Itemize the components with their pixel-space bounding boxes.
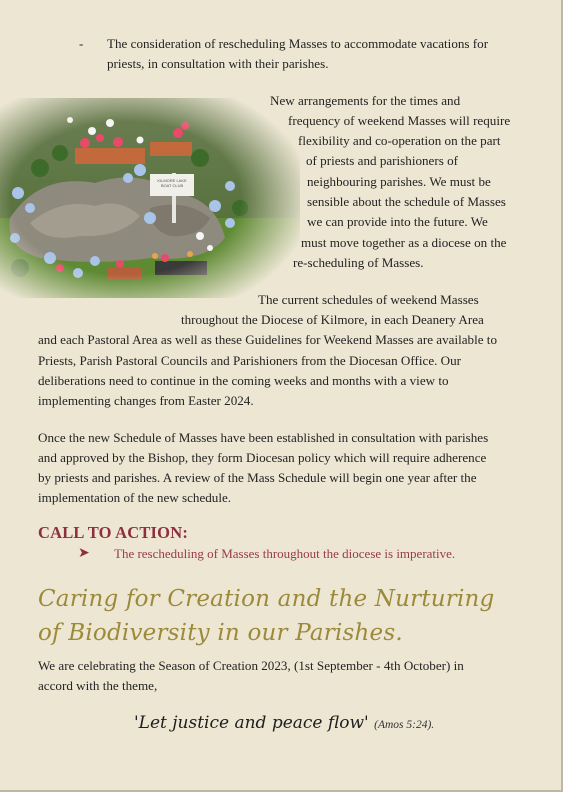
call-to-action-item: The rescheduling of Masses throughout the diocese is imperative.: [114, 546, 456, 561]
para2-line-5: deliberations need to continue in the coming weeks and months with a view to: [38, 373, 449, 388]
para1-line-3: flexibility and co-operation on the part: [298, 133, 501, 148]
bullet-dash: -: [79, 36, 84, 51]
para1-line-2: frequency of weekend Masses will require: [288, 113, 511, 128]
theme-quote-reference: (Amos 5:24).: [374, 719, 435, 731]
para2-line-4: Priests, Parish Pastoral Councils and Parishioners from the Diocesan Office. Our: [38, 353, 462, 368]
para3-line-3: by priests and parishes. A review of the Mass Schedule will begin one year after the: [38, 470, 477, 485]
grotto-flowers-photo: [0, 98, 300, 298]
para3-line-1: Once the new Schedule of Masses have been established in consultation with parishes: [38, 430, 489, 445]
section-title-line-1: Caring for Creation and the Nurturing: [38, 586, 495, 612]
para3-line-4: implementation of the new schedule.: [38, 490, 232, 505]
para1-line-4: of priests and parishioners of: [306, 153, 458, 168]
para1-line-9: re-scheduling of Masses.: [293, 255, 424, 270]
photo-sign-text: KILMORE LAKE BOAT CLUB: [157, 178, 187, 188]
section-body-line-1: We are celebrating the Season of Creation 2023, (1st September - 4th October) in: [38, 658, 464, 673]
para2-line-2: throughout the Diocese of Kilmore, in each Deanery Area: [181, 312, 484, 327]
para1-line-1: New arrangements for the times and: [270, 93, 461, 108]
para3-line-2: and approved by the Bishop, they form Diocesan policy which will require adherence: [38, 450, 487, 465]
para2-line-1: The current schedules of weekend Masses: [258, 292, 479, 307]
theme-quote: [134, 713, 434, 733]
para2-line-6: implementing changes from Easter 2024.: [38, 393, 254, 408]
para1-line-8: must move together as a diocese on the: [301, 235, 507, 250]
intro-bullet-line-2: priests, in consultation with their parishes.: [107, 56, 329, 71]
arrow-bullet-icon: ➤: [78, 546, 90, 561]
para2-line-3: and each Pastoral Area as well as these Guidelines for Weekend Masses are available to: [38, 332, 497, 347]
para1-line-7: we can provide into the future. We: [307, 214, 488, 229]
section-title-line-2: of Biodiversity in our Parishes.: [38, 620, 403, 646]
theme-quote-text: 'Let justice and peace flow': [134, 713, 369, 733]
section-body-line-2: accord with the theme,: [38, 678, 158, 693]
para1-line-6: sensible about the schedule of Masses: [307, 194, 506, 209]
intro-bullet-line-1: The consideration of rescheduling Masses to accommodate vacations for: [107, 36, 489, 51]
para1-line-5: neighbouring parishes. We must be: [307, 174, 491, 189]
call-to-action-heading: CALL TO ACTION:: [38, 523, 189, 542]
